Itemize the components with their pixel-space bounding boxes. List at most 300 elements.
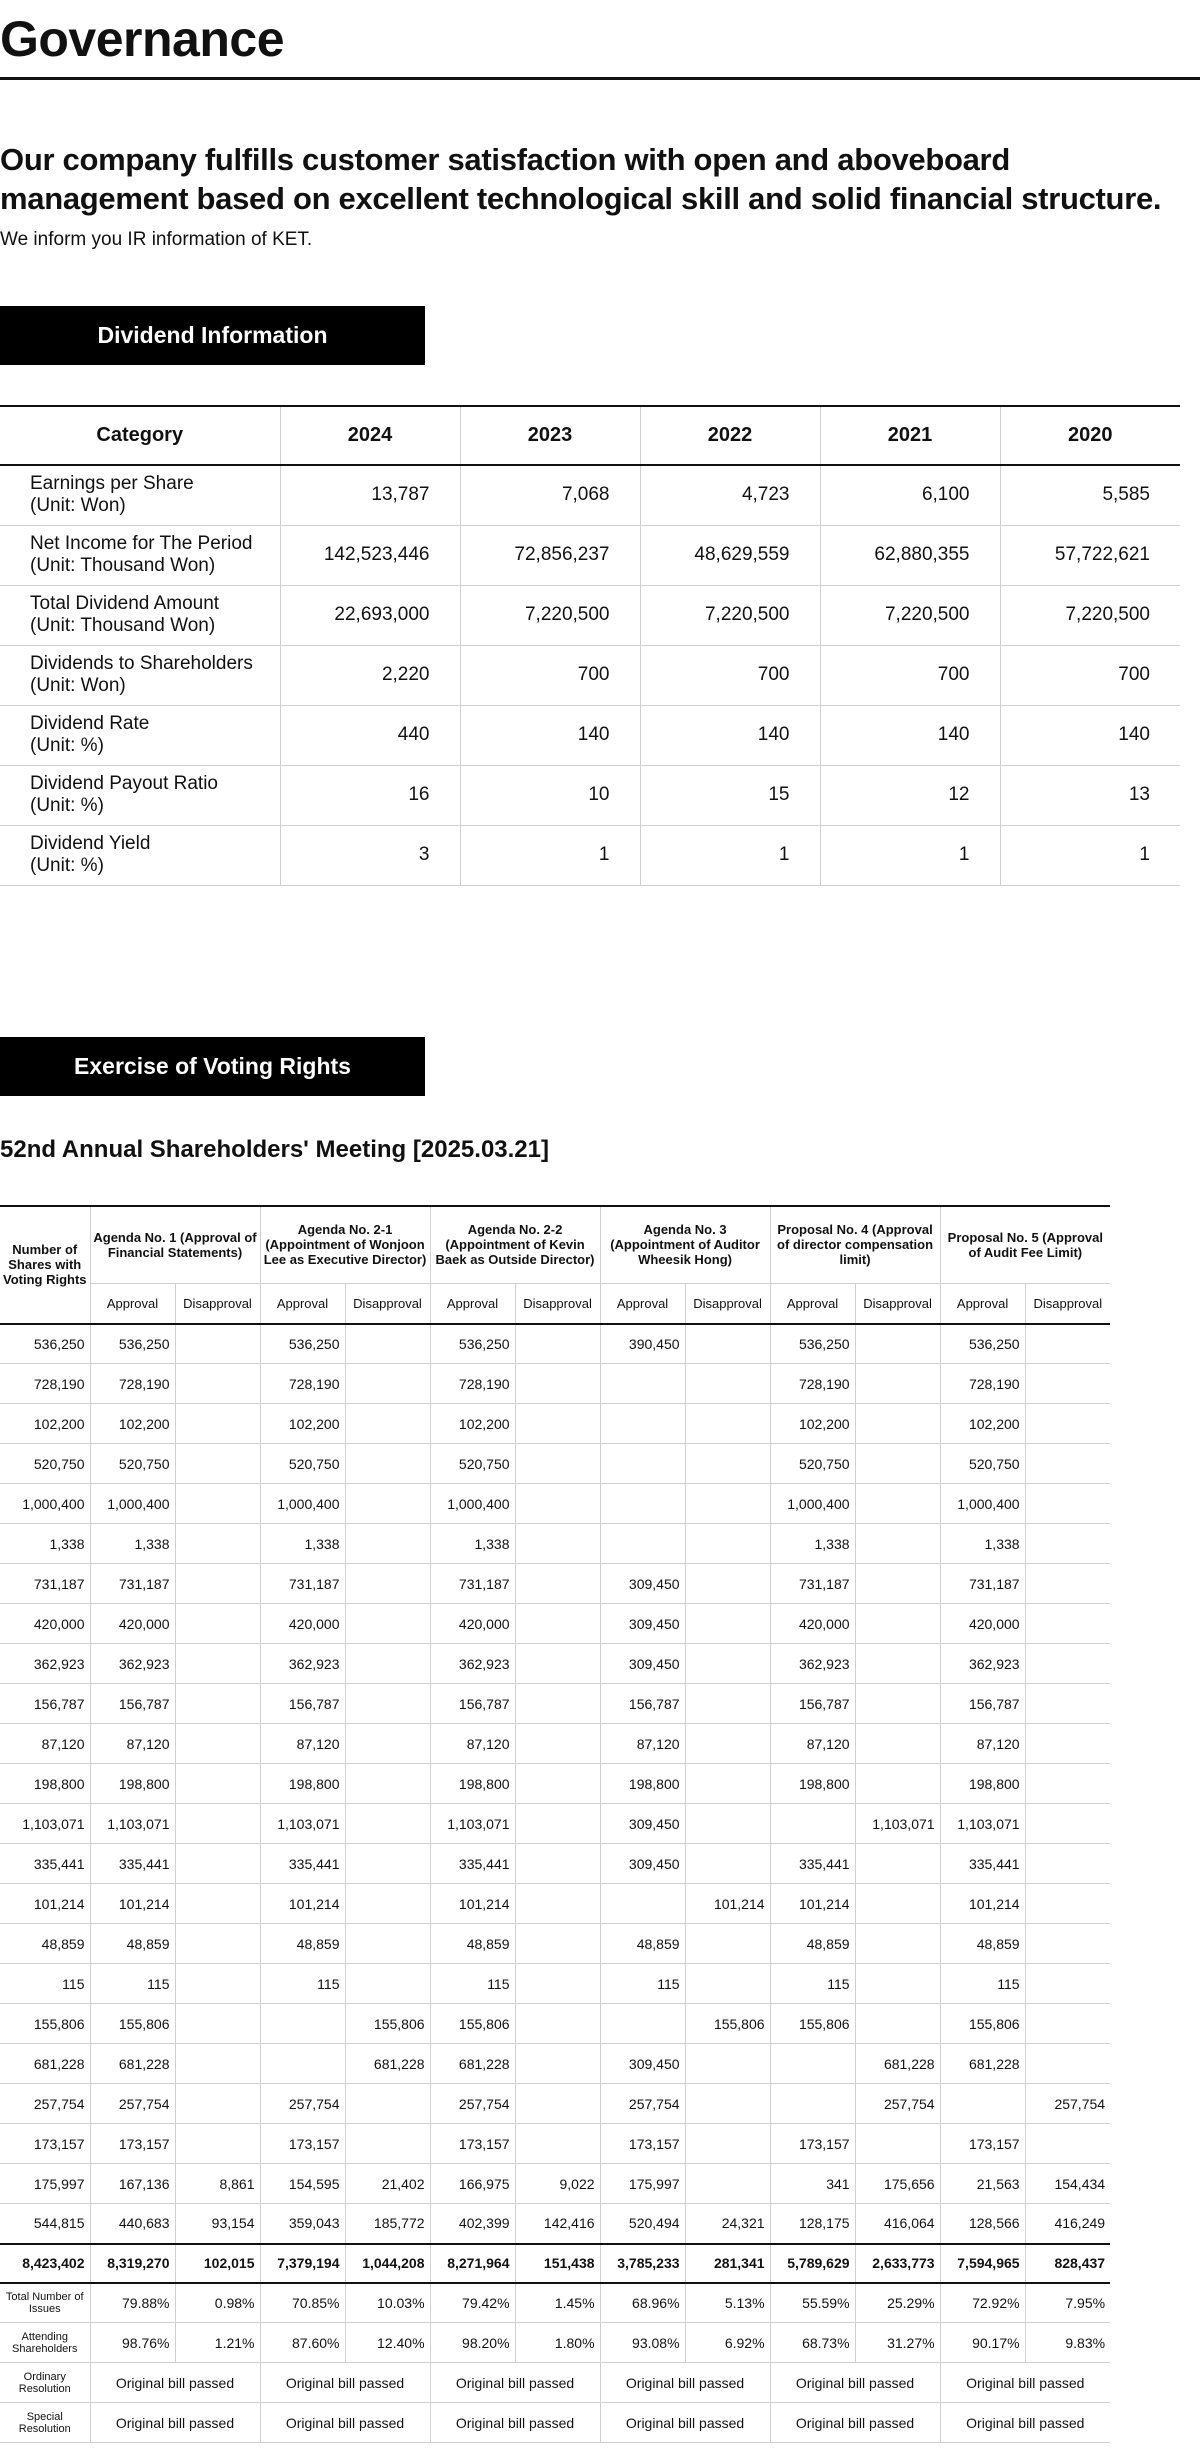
table-cell: 62,880,355 bbox=[820, 525, 1000, 585]
table-cell: 728,190 bbox=[0, 1364, 90, 1404]
table-cell: 731,187 bbox=[430, 1564, 515, 1604]
table-cell bbox=[1025, 1604, 1110, 1644]
table-cell: 156,787 bbox=[940, 1684, 1025, 1724]
table-cell: 101,214 bbox=[90, 1884, 175, 1924]
table-cell bbox=[1025, 2124, 1110, 2164]
table-cell: 48,859 bbox=[0, 1924, 90, 1964]
percentage-cell: 6.92% bbox=[685, 2323, 770, 2363]
table-row bbox=[0, 1804, 1110, 1844]
column-header-disapproval: Disapproval bbox=[855, 1284, 940, 1324]
table-cell: 128,566 bbox=[940, 2204, 1025, 2244]
table-cell: 155,806 bbox=[940, 2004, 1025, 2044]
table-cell: 167,136 bbox=[90, 2164, 175, 2204]
table-cell: 359,043 bbox=[260, 2204, 345, 2244]
total-cell: 7,379,194 bbox=[260, 2244, 345, 2283]
table-cell: 420,000 bbox=[430, 1604, 515, 1644]
meeting-title: 52nd Annual Shareholders' Meeting [2025.03.21] bbox=[0, 1135, 549, 1163]
table-cell bbox=[345, 1564, 430, 1604]
table-cell: 309,450 bbox=[600, 1644, 685, 1684]
percentage-cell: 90.17% bbox=[940, 2323, 1025, 2363]
table-row bbox=[0, 1964, 1110, 2004]
table-cell: 198,800 bbox=[260, 1764, 345, 1804]
total-cell: 8,271,964 bbox=[430, 2244, 515, 2283]
resolution-row bbox=[0, 2403, 1110, 2443]
voting-table bbox=[0, 1205, 1110, 2444]
table-cell bbox=[345, 1484, 430, 1524]
table-cell: 175,997 bbox=[0, 2164, 90, 2204]
table-cell: 7,220,500 bbox=[1000, 585, 1180, 645]
table-cell: 335,441 bbox=[260, 1844, 345, 1884]
table-cell bbox=[1025, 1884, 1110, 1924]
table-cell: 681,228 bbox=[430, 2044, 515, 2084]
exercise-of-voting-rights-button[interactable]: Exercise of Voting Rights bbox=[0, 1037, 425, 1096]
percentage-cell: 9.83% bbox=[1025, 2323, 1110, 2363]
percentage-cell: 25.29% bbox=[855, 2283, 940, 2323]
table-cell bbox=[1025, 2004, 1110, 2044]
table-cell bbox=[515, 1884, 600, 1924]
table-cell: 700 bbox=[820, 645, 1000, 705]
table-cell bbox=[685, 1964, 770, 2004]
resolution-result: Original bill passed bbox=[940, 2403, 1110, 2443]
table-cell: 728,190 bbox=[770, 1364, 855, 1404]
category-unit: (Unit: Thousand Won) bbox=[30, 615, 216, 636]
column-header-agenda: Proposal No. 4 (Approval of director compensation limit) bbox=[770, 1206, 940, 1284]
column-header-disapproval: Disapproval bbox=[345, 1284, 430, 1324]
table-cell bbox=[175, 1724, 260, 1764]
table-cell bbox=[685, 1484, 770, 1524]
table-cell: 166,975 bbox=[430, 2164, 515, 2204]
row-category bbox=[0, 585, 280, 645]
table-cell bbox=[685, 1724, 770, 1764]
category-name: Dividends to Shareholders bbox=[30, 653, 253, 674]
table-cell: 24,321 bbox=[685, 2204, 770, 2244]
table-cell bbox=[175, 1924, 260, 1964]
table-cell: 156,787 bbox=[0, 1684, 90, 1724]
table-cell: 93,154 bbox=[175, 2204, 260, 2244]
resolution-result: Original bill passed bbox=[260, 2363, 430, 2403]
category-name: Dividend Yield bbox=[30, 833, 151, 854]
table-cell: 420,000 bbox=[0, 1604, 90, 1644]
table-cell: 10 bbox=[460, 765, 640, 825]
table-cell: 1,103,071 bbox=[430, 1804, 515, 1844]
table-cell: 175,656 bbox=[855, 2164, 940, 2204]
table-cell bbox=[685, 1604, 770, 1644]
table-cell bbox=[1025, 1844, 1110, 1884]
table-cell bbox=[345, 2084, 430, 2124]
table-cell bbox=[515, 1964, 600, 2004]
table-cell bbox=[175, 1404, 260, 1444]
table-row bbox=[0, 2204, 1110, 2244]
table-cell bbox=[1025, 1404, 1110, 1444]
table-cell: 9,022 bbox=[515, 2164, 600, 2204]
percentage-cell: 79.88% bbox=[90, 2283, 175, 2323]
table-cell: 173,157 bbox=[0, 2124, 90, 2164]
percentage-cell: 31.27% bbox=[855, 2323, 940, 2363]
table-cell: 536,250 bbox=[770, 1324, 855, 1364]
column-header-disapproval: Disapproval bbox=[175, 1284, 260, 1324]
table-row bbox=[0, 1564, 1110, 1604]
table-cell bbox=[515, 1524, 600, 1564]
row-category bbox=[0, 465, 280, 525]
table-cell: 115 bbox=[600, 1964, 685, 2004]
table-cell bbox=[175, 1484, 260, 1524]
table-cell bbox=[685, 1324, 770, 1364]
total-cell: 8,423,402 bbox=[0, 2244, 90, 2283]
table-cell bbox=[685, 1404, 770, 1444]
table-cell bbox=[600, 1884, 685, 1924]
table-cell bbox=[175, 1884, 260, 1924]
table-cell bbox=[855, 1924, 940, 1964]
table-cell: 390,450 bbox=[600, 1324, 685, 1364]
table-cell bbox=[600, 1484, 685, 1524]
table-cell: 87,120 bbox=[770, 1724, 855, 1764]
table-cell bbox=[685, 2164, 770, 2204]
table-cell: 1,000,400 bbox=[940, 1484, 1025, 1524]
resolution-result: Original bill passed bbox=[430, 2363, 600, 2403]
table-cell bbox=[515, 1804, 600, 1844]
dividend-table bbox=[0, 405, 1180, 886]
table-cell bbox=[855, 1604, 940, 1644]
table-cell: 154,595 bbox=[260, 2164, 345, 2204]
table-cell: 536,250 bbox=[940, 1324, 1025, 1364]
resolution-result: Original bill passed bbox=[600, 2363, 770, 2403]
table-cell bbox=[175, 1644, 260, 1684]
percentage-cell: 10.03% bbox=[345, 2283, 430, 2323]
category-unit: (Unit: %) bbox=[30, 735, 104, 756]
table-cell: 101,214 bbox=[940, 1884, 1025, 1924]
table-cell: 13,787 bbox=[280, 465, 460, 525]
total-row bbox=[0, 2244, 1110, 2283]
resolution-row bbox=[0, 2363, 1110, 2403]
table-cell: 155,806 bbox=[90, 2004, 175, 2044]
table-cell bbox=[685, 1364, 770, 1404]
column-header-approval: Approval bbox=[770, 1284, 855, 1324]
table-cell bbox=[600, 2004, 685, 2044]
table-cell: 87,120 bbox=[260, 1724, 345, 1764]
table-cell: 155,806 bbox=[430, 2004, 515, 2044]
column-header-shares: Number of Shares with Voting Rights bbox=[0, 1206, 90, 1324]
table-cell: 5,585 bbox=[1000, 465, 1180, 525]
intro-heading: Our company fulfills customer satisfaction with open and aboveboard management based on excellent technological skill and solid financial structure. bbox=[0, 142, 1162, 216]
table-row bbox=[0, 1884, 1110, 1924]
column-header-agenda: Agenda No. 2-2 (Appointment of Kevin Baek as Outside Director) bbox=[430, 1206, 600, 1284]
table-cell bbox=[855, 1764, 940, 1804]
table-cell: 13 bbox=[1000, 765, 1180, 825]
table-cell bbox=[175, 1684, 260, 1724]
table-cell: 102,200 bbox=[430, 1404, 515, 1444]
table-row bbox=[0, 2164, 1110, 2204]
table-cell: 520,750 bbox=[430, 1444, 515, 1484]
table-cell: 362,923 bbox=[0, 1644, 90, 1684]
table-cell: 731,187 bbox=[0, 1564, 90, 1604]
total-cell: 7,594,965 bbox=[940, 2244, 1025, 2283]
column-header-approval: Approval bbox=[260, 1284, 345, 1324]
table-cell bbox=[685, 1764, 770, 1804]
percentage-row bbox=[0, 2283, 1110, 2323]
dividend-information-button[interactable]: Dividend Information bbox=[0, 306, 425, 365]
total-cell: 828,437 bbox=[1025, 2244, 1110, 2283]
table-cell bbox=[345, 1804, 430, 1844]
table-cell bbox=[515, 1484, 600, 1524]
table-cell: 102,200 bbox=[90, 1404, 175, 1444]
table-cell: 335,441 bbox=[940, 1844, 1025, 1884]
table-cell bbox=[345, 1404, 430, 1444]
table-cell bbox=[345, 1444, 430, 1484]
column-header-year: 2023 bbox=[460, 406, 640, 465]
category-unit: (Unit: Won) bbox=[30, 495, 126, 517]
table-cell bbox=[855, 1564, 940, 1604]
table-row bbox=[0, 1724, 1110, 1764]
table-cell: 185,772 bbox=[345, 2204, 430, 2244]
table-cell bbox=[1025, 1684, 1110, 1724]
table-cell bbox=[1025, 1444, 1110, 1484]
table-row bbox=[0, 1604, 1110, 1644]
table-cell: 173,157 bbox=[90, 2124, 175, 2164]
category-unit: (Unit: %) bbox=[30, 795, 104, 816]
table-cell bbox=[685, 1844, 770, 1884]
table-cell bbox=[175, 1364, 260, 1404]
table-cell: 728,190 bbox=[430, 1364, 515, 1404]
table-cell bbox=[685, 2124, 770, 2164]
table-cell: 173,157 bbox=[770, 2124, 855, 2164]
table-cell: 257,754 bbox=[600, 2084, 685, 2124]
table-cell: 731,187 bbox=[90, 1564, 175, 1604]
table-cell: 1 bbox=[640, 825, 820, 885]
table-cell: 416,249 bbox=[1025, 2204, 1110, 2244]
table-cell bbox=[345, 1644, 430, 1684]
table-cell: 335,441 bbox=[90, 1844, 175, 1884]
table-cell: 115 bbox=[90, 1964, 175, 2004]
table-cell: 142,416 bbox=[515, 2204, 600, 2244]
table-cell: 681,228 bbox=[345, 2044, 430, 2084]
table-cell bbox=[515, 2084, 600, 2124]
table-cell: 257,754 bbox=[430, 2084, 515, 2124]
table-cell: 48,859 bbox=[600, 1924, 685, 1964]
table-cell: 1,103,071 bbox=[260, 1804, 345, 1844]
table-cell: 1 bbox=[1000, 825, 1180, 885]
table-cell: 21,402 bbox=[345, 2164, 430, 2204]
table-cell: 681,228 bbox=[0, 2044, 90, 2084]
category-unit: (Unit: Won) bbox=[30, 675, 126, 696]
table-cell: 48,859 bbox=[430, 1924, 515, 1964]
table-cell: 1 bbox=[820, 825, 1000, 885]
percentage-cell: 68.73% bbox=[770, 2323, 855, 2363]
table-cell bbox=[515, 1364, 600, 1404]
table-cell: 309,450 bbox=[600, 2044, 685, 2084]
table-cell: 7,220,500 bbox=[640, 585, 820, 645]
table-cell bbox=[1025, 1804, 1110, 1844]
table-cell bbox=[515, 2124, 600, 2164]
table-cell bbox=[345, 1724, 430, 1764]
table-cell: 72,856,237 bbox=[460, 525, 640, 585]
table-cell: 420,000 bbox=[90, 1604, 175, 1644]
category-name: Total Dividend Amount bbox=[30, 593, 220, 614]
column-header-agenda: Agenda No. 3 (Appointment of Auditor Wheesik Hong) bbox=[600, 1206, 770, 1284]
column-header-year: 2021 bbox=[820, 406, 1000, 465]
table-cell: 156,787 bbox=[600, 1684, 685, 1724]
table-cell: 728,190 bbox=[260, 1364, 345, 1404]
percentage-cell: 1.45% bbox=[515, 2283, 600, 2323]
table-row bbox=[0, 585, 1180, 645]
table-cell bbox=[685, 1524, 770, 1564]
table-cell: 48,859 bbox=[90, 1924, 175, 1964]
table-cell bbox=[1025, 1524, 1110, 1564]
table-row bbox=[0, 2124, 1110, 2164]
table-cell: 309,450 bbox=[600, 1604, 685, 1644]
table-cell: 173,157 bbox=[430, 2124, 515, 2164]
table-cell: 257,754 bbox=[855, 2084, 940, 2124]
table-cell: 335,441 bbox=[430, 1844, 515, 1884]
column-header-disapproval: Disapproval bbox=[685, 1284, 770, 1324]
table-cell: 700 bbox=[1000, 645, 1180, 705]
table-cell: 681,228 bbox=[940, 2044, 1025, 2084]
resolution-result: Original bill passed bbox=[430, 2403, 600, 2443]
percentage-cell: 70.85% bbox=[260, 2283, 345, 2323]
table-cell: 1,000,400 bbox=[770, 1484, 855, 1524]
table-cell: 1,000,400 bbox=[0, 1484, 90, 1524]
row-category bbox=[0, 705, 280, 765]
table-row bbox=[0, 1924, 1110, 1964]
table-cell bbox=[855, 1324, 940, 1364]
table-cell bbox=[600, 1444, 685, 1484]
total-cell: 5,789,629 bbox=[770, 2244, 855, 2283]
table-row bbox=[0, 1684, 1110, 1724]
page-title: Governance bbox=[0, 0, 1200, 80]
table-cell: 101,214 bbox=[430, 1884, 515, 1924]
table-cell: 175,997 bbox=[600, 2164, 685, 2204]
table-cell: 728,190 bbox=[90, 1364, 175, 1404]
table-cell: 12 bbox=[820, 765, 1000, 825]
column-header-agenda: Agenda No. 2-1 (Appointment of Wonjoon Lee as Executive Director) bbox=[260, 1206, 430, 1284]
table-cell: 115 bbox=[0, 1964, 90, 2004]
table-cell: 57,722,621 bbox=[1000, 525, 1180, 585]
table-cell bbox=[175, 1524, 260, 1564]
table-cell bbox=[515, 2044, 600, 2084]
table-cell: 7,220,500 bbox=[820, 585, 1000, 645]
table-cell: 700 bbox=[460, 645, 640, 705]
table-row bbox=[0, 1524, 1110, 1564]
table-cell: 101,214 bbox=[685, 1884, 770, 1924]
table-cell: 198,800 bbox=[90, 1764, 175, 1804]
column-header-approval: Approval bbox=[90, 1284, 175, 1324]
table-cell bbox=[345, 2124, 430, 2164]
table-cell: 155,806 bbox=[685, 2004, 770, 2044]
table-cell: 102,200 bbox=[940, 1404, 1025, 1444]
table-row bbox=[0, 1844, 1110, 1884]
table-cell: 440,683 bbox=[90, 2204, 175, 2244]
table-cell bbox=[600, 1404, 685, 1444]
table-cell: 1,338 bbox=[0, 1524, 90, 1564]
table-cell bbox=[1025, 1764, 1110, 1804]
column-header-approval: Approval bbox=[430, 1284, 515, 1324]
table-cell: 48,859 bbox=[260, 1924, 345, 1964]
table-cell: 257,754 bbox=[260, 2084, 345, 2124]
table-row bbox=[0, 2004, 1110, 2044]
table-cell: 7,068 bbox=[460, 465, 640, 525]
table-cell: 520,494 bbox=[600, 2204, 685, 2244]
category-name: Dividend Payout Ratio bbox=[30, 773, 218, 794]
table-cell bbox=[855, 1724, 940, 1764]
table-cell bbox=[175, 2004, 260, 2044]
table-cell: 48,629,559 bbox=[640, 525, 820, 585]
table-cell: 420,000 bbox=[940, 1604, 1025, 1644]
table-cell: 140 bbox=[1000, 705, 1180, 765]
table-cell bbox=[685, 1644, 770, 1684]
table-row bbox=[0, 1444, 1110, 1484]
table-cell: 173,157 bbox=[940, 2124, 1025, 2164]
table-cell: 681,228 bbox=[855, 2044, 940, 2084]
column-header-category: Category bbox=[0, 406, 280, 465]
table-cell: 335,441 bbox=[0, 1844, 90, 1884]
table-cell bbox=[685, 1444, 770, 1484]
table-cell bbox=[940, 2084, 1025, 2124]
table-row bbox=[0, 645, 1180, 705]
total-cell: 102,015 bbox=[175, 2244, 260, 2283]
table-cell: 536,250 bbox=[0, 1324, 90, 1364]
percentage-cell: 68.96% bbox=[600, 2283, 685, 2323]
table-cell: 6,100 bbox=[820, 465, 1000, 525]
table-cell bbox=[1025, 1644, 1110, 1684]
table-cell: 520,750 bbox=[260, 1444, 345, 1484]
table-row bbox=[0, 825, 1180, 885]
table-row bbox=[0, 465, 1180, 525]
table-cell bbox=[685, 1564, 770, 1604]
category-name: Net Income for The Period bbox=[30, 533, 253, 554]
table-cell bbox=[515, 1724, 600, 1764]
table-cell bbox=[345, 1324, 430, 1364]
table-cell bbox=[515, 1924, 600, 1964]
table-cell: 115 bbox=[260, 1964, 345, 2004]
table-row bbox=[0, 1364, 1110, 1404]
row-category bbox=[0, 525, 280, 585]
row-label: Special Resolution bbox=[0, 2403, 90, 2443]
table-cell: 536,250 bbox=[90, 1324, 175, 1364]
table-cell: 731,187 bbox=[770, 1564, 855, 1604]
table-cell: 520,750 bbox=[940, 1444, 1025, 1484]
table-cell bbox=[175, 1564, 260, 1604]
table-cell: 341 bbox=[770, 2164, 855, 2204]
table-cell: 156,787 bbox=[260, 1684, 345, 1724]
percentage-cell: 7.95% bbox=[1025, 2283, 1110, 2323]
table-cell bbox=[175, 1764, 260, 1804]
table-cell bbox=[1025, 2044, 1110, 2084]
table-cell bbox=[515, 2004, 600, 2044]
resolution-result: Original bill passed bbox=[770, 2363, 940, 2403]
table-cell bbox=[600, 1524, 685, 1564]
table-cell bbox=[175, 2044, 260, 2084]
table-cell: 1,000,400 bbox=[260, 1484, 345, 1524]
table-cell: 544,815 bbox=[0, 2204, 90, 2244]
table-cell: 700 bbox=[640, 645, 820, 705]
table-cell bbox=[855, 1444, 940, 1484]
table-cell: 173,157 bbox=[260, 2124, 345, 2164]
percentage-cell: 1.80% bbox=[515, 2323, 600, 2363]
table-row bbox=[0, 1484, 1110, 1524]
row-category bbox=[0, 765, 280, 825]
resolution-result: Original bill passed bbox=[600, 2403, 770, 2443]
table-cell bbox=[345, 1764, 430, 1804]
table-cell: 1,103,071 bbox=[0, 1804, 90, 1844]
table-cell bbox=[685, 1924, 770, 1964]
percentage-cell: 93.08% bbox=[600, 2323, 685, 2363]
row-category bbox=[0, 825, 280, 885]
table-cell: 731,187 bbox=[260, 1564, 345, 1604]
table-cell: 731,187 bbox=[940, 1564, 1025, 1604]
table-cell bbox=[175, 1804, 260, 1844]
table-cell: 1 bbox=[460, 825, 640, 885]
table-cell: 140 bbox=[820, 705, 1000, 765]
table-cell: 362,923 bbox=[260, 1644, 345, 1684]
